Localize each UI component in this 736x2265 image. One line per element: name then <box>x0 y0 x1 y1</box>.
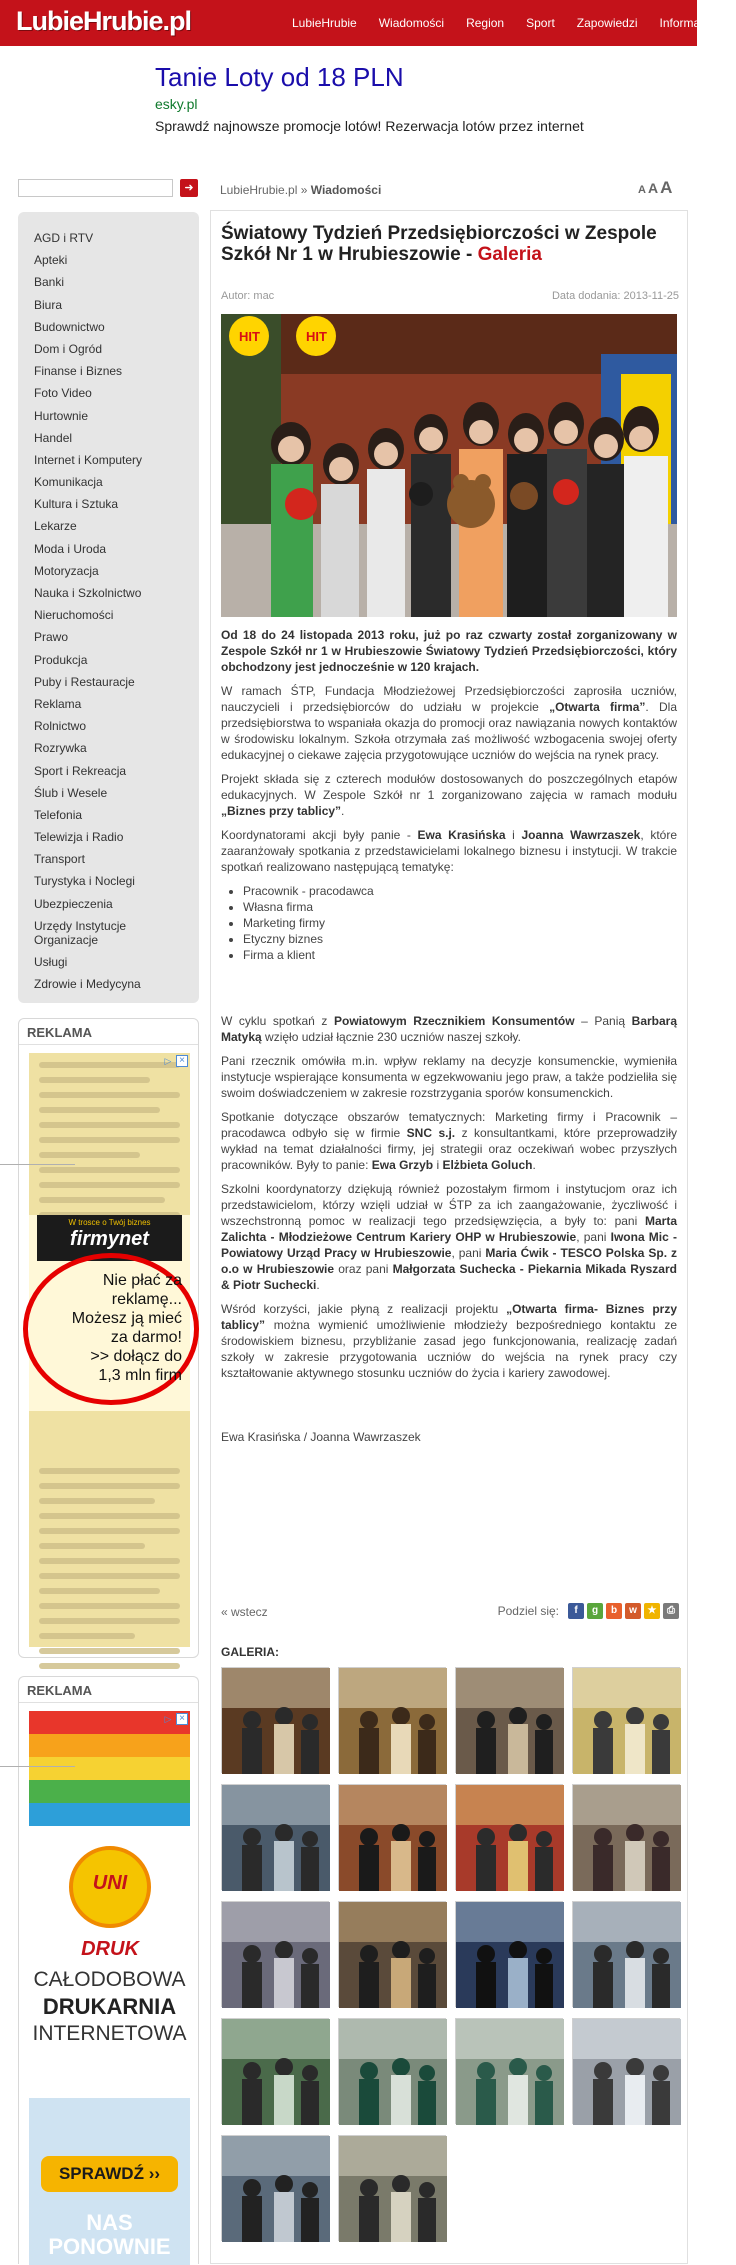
category-item[interactable]: Zdrowie i Medycyna <box>34 977 141 991</box>
category-item[interactable]: Apteki <box>34 253 68 268</box>
unidruk-banner-ad[interactable] <box>29 1711 190 2265</box>
nav-item-wiadomosci[interactable]: Wiadomości <box>378 16 445 30</box>
top-text-ad[interactable] <box>155 62 697 154</box>
unidruk-logo-text: UNI DRUK <box>81 1872 139 1960</box>
gallery-thumbnail[interactable] <box>221 1784 329 1890</box>
category-item[interactable]: Foto Video <box>34 386 92 401</box>
top-navigation-bar <box>0 0 715 46</box>
gallery-thumbnail[interactable] <box>572 1667 680 1773</box>
category-list <box>18 212 199 1003</box>
article-paragraph: Szkolni koordynatorzy dziękują również pozostałym firmom i instytucjom oraz ich przedstawicielom, którzy wzięli udział w ŚTP za ich zaangażowanie, życzliwość i wszechstronną pomoc w realizacji tego przedsięwzięcia, a były to: pani Marta Zalichta - Młodzieżowe Centrum Kariery OHP w Hrubieszowie, pani Iwona Mic - Powiatowy Urząd Pracy w Hrubieszowie, pani Maria Ćwik - TESCO Polska Sp. z o.o w Hrubieszowie oraz pani Małgorzata Suchecka - Piekarnia Mikada Ryszard & Piotr Suchecki. <box>221 1182 677 1292</box>
ad-info-icon[interactable]: ▷ <box>164 1056 172 1066</box>
gallery-thumbnail[interactable] <box>338 2018 446 2124</box>
wykop-icon[interactable]: w <box>625 1603 641 1619</box>
article-title <box>221 223 661 265</box>
gallery-thumbnail[interactable] <box>221 1901 329 2007</box>
print-icon[interactable]: ⎙ <box>663 1603 679 1619</box>
category-item[interactable]: Biura <box>34 297 63 312</box>
gallery-thumbnail[interactable] <box>338 2135 446 2241</box>
main-menu <box>292 0 736 46</box>
category-item[interactable]: Kultura i Sztuka <box>34 497 119 512</box>
nav-item-sport[interactable]: Sport <box>526 16 555 30</box>
firmynet-line: 1,3 mln firm <box>98 1367 182 1384</box>
category-item[interactable]: Rolnictwo <box>34 719 87 734</box>
article-author: Autor: mac <box>221 290 275 302</box>
breadcrumb-current[interactable]: Wiadomości <box>310 183 382 197</box>
topic-item: • Pracownik - pracodawca <box>243 883 677 899</box>
unidruk-logo <box>69 1846 151 1960</box>
gallery-thumbnail[interactable] <box>221 2018 329 2124</box>
article-paragraph: Wśród korzyści, jakie płyną z realizacji projektu „Otwarta firma- Biznes przy tablicy” można wymienić umożliwienie młodzieży bezpośredniego kontaktu ze środowiskiem biznesu, przybliżanie zasad jego funkcjonowania, realizację zadań szkoły w zakresie przygotowania uczniów do wejścia na rynek pracy czy kształtowanie aktywnego stosunku uczniów do życia i kariery zawodowej. <box>221 1302 677 1380</box>
nav-item-region[interactable]: Region <box>466 16 505 30</box>
firmynet-line: Możesz ją mieć <box>71 1310 182 1327</box>
category-item[interactable]: Motoryzacja <box>34 563 99 578</box>
unidruk-line: INTERNETOWA <box>32 2022 187 2045</box>
firmynet-message <box>33 1271 186 1385</box>
article-paragraph: Koordynatorami akcji były panie - Ewa Krasińska i Joanna Wawrzaszek, które zaaranżowały spotkania z przedstawicielami lokalnego biznesu i instytucji. W trakcie spotkań realizowano następującą tematykę: <box>221 828 677 874</box>
gallery-title: GALERIA: <box>221 1645 279 1659</box>
category-item[interactable]: Ślub i Wesele <box>34 785 108 800</box>
article-paragraph: W ramach ŚTP, Fundacja Młodzieżowej Przedsiębiorczości zaprosiła uczniów, nauczycieli i przedsiębiorców do udziału w projekcie „Otwarta firma”. Dla przedsiębiorstwa to wspaniała okazja do promocji oraz nawiązania nowych kontaktów w środowisku lokalnym. Szkoła otrzymała zaś możliwość wzbogacenia swojej oferty edukacyjnej o ciekawe zajęcia przygotowujące uczniów do wejścia na rynek pracy. <box>221 684 678 762</box>
category-item[interactable]: Dom i Ogród <box>34 341 103 356</box>
firmynet-line: reklamę... <box>111 1291 182 1308</box>
article-date: Data dodania: 2013-11-25 <box>551 290 679 302</box>
category-item[interactable]: Internet i Komputery <box>34 452 143 467</box>
unidruk-panel <box>29 1826 190 2098</box>
topic-item: • Marketing firmy <box>243 915 677 931</box>
sidebar-ad-box <box>18 1018 199 1658</box>
nav-item-lubiehrubie[interactable]: LubieHrubie <box>292 16 357 30</box>
google-bookmarks-icon[interactable]: g <box>587 1603 603 1619</box>
unidruk-line: DRUKARNIA <box>42 1994 177 2019</box>
breadcrumb-separator: » <box>297 183 311 197</box>
firmynet-line: Nie płać za <box>102 1272 182 1289</box>
gallery-thumbnail[interactable] <box>455 1667 563 1773</box>
firmynet-banner-ad[interactable] <box>29 1053 190 1647</box>
article-signature: Ewa Krasińska / Joanna Wawrzaszek <box>221 1430 421 1444</box>
category-item[interactable]: Nauka i Szkolnictwo <box>34 586 142 600</box>
search-input[interactable] <box>18 179 173 197</box>
nav-item-informator[interactable]: Informator <box>659 16 715 30</box>
category-item[interactable]: Handel <box>34 430 73 445</box>
star-favorite-icon[interactable]: ★ <box>644 1603 660 1619</box>
search-button[interactable] <box>180 179 198 197</box>
arrow-right-icon: ➜ <box>184 182 194 194</box>
svg-text:HIT: HIT <box>306 329 327 344</box>
firmynet-brand: firmynet <box>70 1228 149 1250</box>
unidruk-line: CAŁODOBOWA <box>33 1968 186 1991</box>
category-item[interactable]: Telefonia <box>34 807 83 822</box>
category-item[interactable]: Transport <box>34 852 85 867</box>
text-size-medium[interactable]: A <box>647 180 659 196</box>
category-item[interactable]: Telewizja i Radio <box>34 830 124 845</box>
divider <box>0 1164 75 1165</box>
sidebar-ad-box <box>18 1676 199 2264</box>
category-item[interactable]: Banki <box>34 275 65 290</box>
facebook-icon[interactable]: f <box>568 1603 584 1619</box>
category-item[interactable]: Reklama <box>34 696 82 711</box>
share-bar <box>498 1603 679 1619</box>
gallery-thumbnail[interactable] <box>338 1784 446 1890</box>
category-item[interactable]: Ubezpieczenia <box>34 896 113 911</box>
breadcrumb <box>220 183 381 197</box>
text-size-large[interactable]: A <box>660 178 673 197</box>
gallery-thumbnail[interactable] <box>572 1901 680 2007</box>
category-item[interactable]: Rozrywka <box>34 741 87 756</box>
color-stripes <box>29 1711 190 1826</box>
ad-box-title: REKLAMA <box>19 1019 198 1045</box>
ad-headline[interactable]: Tanie Loty od 18 PLN <box>155 62 404 92</box>
gallery-thumbnail[interactable] <box>221 1667 329 1773</box>
article-panel <box>210 210 688 2264</box>
divider <box>0 1766 75 1767</box>
svg-text:HIT: HIT <box>239 329 260 344</box>
gallery-thumbnail[interactable] <box>338 1901 446 2007</box>
article-body <box>221 627 677 1453</box>
back-link[interactable]: « wstecz <box>221 1605 268 1619</box>
ad-info-icon[interactable]: ▷ <box>164 1714 172 1724</box>
article-paragraph: W cyklu spotkań z Powiatowym Rzecznikiem Konsumentów – Panią Barbarą Matyką wzięło udział łącznie 230 uczniów naszej szkoły. <box>221 1014 678 1044</box>
category-item[interactable]: Prawo <box>34 630 69 645</box>
firmynet-line: >> dołącz do <box>90 1348 182 1365</box>
category-item[interactable]: Sport i Rekreacja <box>34 763 127 778</box>
ad-description: Sprawdź najnowsze promocje lotów! Rezerwacja lotów przez internet <box>155 118 584 134</box>
nav-item-zapowiedzi[interactable]: Zapowiedzi <box>576 16 638 30</box>
close-icon[interactable]: × <box>176 1713 188 1725</box>
share-label: Podziel się: <box>497 1604 559 1618</box>
gallery-thumbnail[interactable] <box>455 1901 563 2007</box>
gallery-thumbnail[interactable] <box>455 1784 563 1890</box>
topic-item: • Etyczny biznes <box>243 931 677 947</box>
gallery-thumbnail[interactable] <box>572 2018 680 2124</box>
category-item[interactable]: Budownictwo <box>34 319 105 334</box>
unidruk-footer-text: NAS PONOWNIE <box>48 2210 171 2259</box>
close-icon[interactable]: × <box>176 1055 188 1067</box>
category-item[interactable]: Turystyka i Noclegi <box>34 874 135 889</box>
article-paragraph: Projekt składa się z czterech modułów dostosowanych do poszczególnych etapów edukacyjnych. W Zespole Szkół nr 1 zorganizowano zajęcia w ramach modułu „Biznes przy tablicy”. <box>221 772 677 818</box>
firmynet-tagline: W trosce o Twój biznes <box>68 1218 151 1227</box>
category-item[interactable]: AGD i RTV <box>34 231 94 245</box>
article-lead: Od 18 do 24 listopada 2013 roku, już po raz czwarty został zorganizowany w Zespole Szkół nr 1 w Hrubieszowie Światowy Tydzień Przedsiębiorczości, który obchodzony jest jednocześnie w 120 krajach. <box>221 628 677 674</box>
firmynet-panel <box>29 1215 190 1411</box>
category-item[interactable]: Moda i Uroda <box>34 541 107 556</box>
gallery-thumbnail[interactable] <box>338 1667 446 1773</box>
category-item[interactable]: Komunikacja <box>34 475 103 490</box>
gallery-thumbnail[interactable] <box>572 1784 680 1890</box>
gallery-thumbnail[interactable] <box>455 2018 563 2124</box>
category-item[interactable]: Usługi <box>34 954 68 969</box>
ad-box-title: REKLAMA <box>19 1677 198 1703</box>
site-logo[interactable]: LubieHrubie.pl <box>16 6 191 36</box>
category-item[interactable]: Urzędy Instytucje Organizacje <box>34 918 127 947</box>
topic-list <box>243 883 677 963</box>
category-item[interactable]: Hurtownie <box>34 408 89 423</box>
article-main-photo <box>221 314 677 617</box>
article-paragraph: Pani rzecznik omówiła m.in. wpływ reklamy na decyzje konsumenckie, wymieniła instytucje wspierające konsumenta w egzekwowaniu jego praw, a także podzieliła się swoim doświadczeniem w zakresie rozstrzygania sporów konsumenckich. <box>221 1054 677 1100</box>
breadcrumb-home[interactable]: LubieHrubie.pl <box>220 183 298 197</box>
gallery-thumbnail[interactable] <box>221 2135 329 2241</box>
article-title-text: Światowy Tydzień Przedsiębiorczości w Zespole Szkół Nr 1 w Hrubieszowie - <box>221 223 657 265</box>
sprawdz-button[interactable]: SPRAWDŹ ›› <box>41 2156 178 2192</box>
topic-item: • Firma a klient <box>243 947 677 963</box>
category-item[interactable]: Produkcja <box>34 652 88 667</box>
text-size-switcher <box>638 178 674 198</box>
ad-url[interactable]: esky.pl <box>155 96 198 112</box>
category-item[interactable]: Lekarze <box>34 519 77 534</box>
title-gallery-tag: Galeria <box>477 244 542 265</box>
firmynet-line: za darmo! <box>110 1329 182 1346</box>
article-paragraph: Spotkanie dotyczące obszarów tematycznych: Marketing firmy i Pracownik – pracodawca odbyło się w firmie SNC s.j. z konsultantkami, które przeprowadziły wykład na temat działalności firmy, jej strategii oraz oczekiwań wobec przyszłych pracowników. Były to panie: Ewa Grzyb i Elżbieta Goluch. <box>221 1110 678 1172</box>
category-item[interactable]: Puby i Restauracje <box>34 674 135 689</box>
category-item[interactable]: Finanse i Biznes <box>34 364 123 379</box>
category-item[interactable]: Nieruchomości <box>34 608 114 623</box>
topic-item: • Własna firma <box>243 899 677 915</box>
text-size-small[interactable]: A <box>638 184 646 196</box>
blip-icon[interactable]: b <box>606 1603 622 1619</box>
